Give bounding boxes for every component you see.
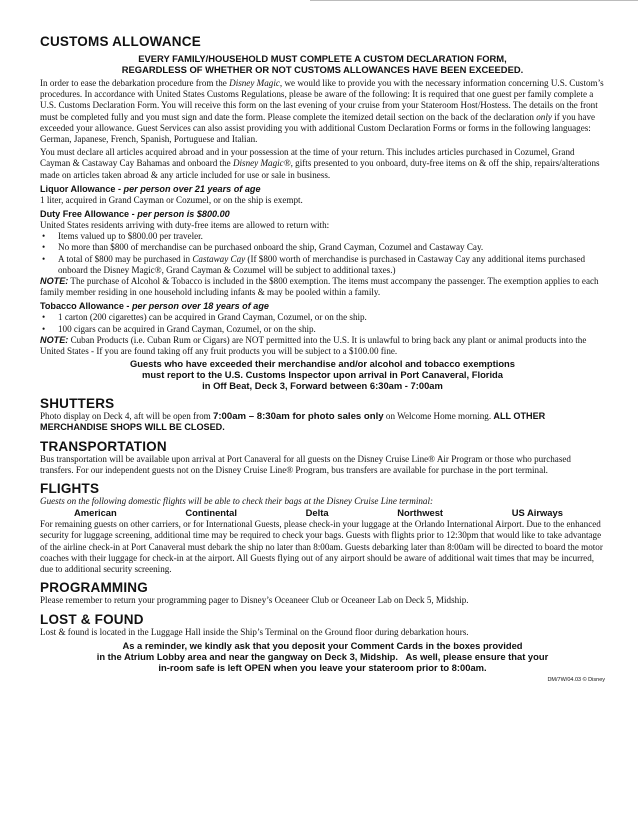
tobacco-note: NOTE: Cuban Products (i.e. Cuban Rum or Cigars) are NOT permitted into the U.S. It is unlawful to bring back any plant or animal products into the United States - If you are found taking off any fruit products you will be subject to a $100.00 fine. <box>40 334 587 357</box>
customs-title: CUSTOMS ALLOWANCE <box>40 34 201 49</box>
list-item: • Items valued up to $800.00 per traveler. <box>40 231 605 242</box>
customs-report-line2: must report to the U.S. Customs Inspector upon arrival in Port Canaveral, Florida <box>141 369 503 381</box>
customs-report-line1: Guests who have exceeded their merchandise and/or alcohol and tobacco exemptions <box>129 358 515 370</box>
reminder-line2: in the Atrium Lobby area and near the gangway on Deck 3, Midship. As well, please ensure that your <box>96 650 549 662</box>
liquor-text: 1 liter, acquired in Grand Cayman or Cozumel, or on the ship is exempt. <box>40 194 303 205</box>
airline-us-airways: US Airways <box>511 507 563 519</box>
flights-intro: Guests on the following domestic flights will be able to check their bags at the Disney Cruise Line terminal: <box>40 496 434 507</box>
transportation-text: Bus transportation will be available upon arrival at Port Canaveral for all guests on the Disney Cruise Line® Air Program or those who purchased transfers. For our independent guests not on the Disney Cruise Line® Program, bus transfers are available for purchase in the port terminal. <box>40 453 571 475</box>
tobacco-heading: Tobacco Allowance - per person over 18 years of age <box>40 301 269 312</box>
airline-continental: Continental <box>185 507 237 519</box>
footer-code: DM/7W/04.03 © Disney <box>547 676 605 683</box>
duty-free-list <box>40 231 605 276</box>
airline-northwest: Northwest <box>397 507 444 519</box>
list-item: • No more than $800 of merchandise can be purchased onboard the ship, Grand Cayman, Cozumel and Castaway Cay. <box>40 242 605 253</box>
list-item: • A total of $800 may be purchased in Castaway Cay (If $800 worth of merchandise is purchased in Castaway Cay any additional items purchased onboard the Disney Magic®, Grand Cayman & Cozumel will be subject to additional taxes.) <box>40 254 605 276</box>
shutters-title: SHUTTERS <box>40 396 115 412</box>
programming-text: Please remember to return your programming pager to Disney’s Oceaneer Club or Oceaneer Lab on Deck 5, Midship. <box>40 595 469 606</box>
lost-found-title: LOST & FOUND <box>40 611 144 627</box>
top-rule <box>310 0 638 1</box>
document-page <box>40 34 605 683</box>
lost-found-text: Lost & found is located in the Luggage Hall inside the Ship’s Terminal on the Ground floor during debarkation hours. <box>40 626 469 637</box>
customs-paragraph-1: In order to ease the debarkation procedure from the Disney Magic, we would like to provide you with the necessary information concerning U.S. Custom’s procedures. In accordance with United States Customs Regulations, please be aware of the following: It is required that one guest per family complete a U.S. Customs Declaration Form. You will receive this form on the last evening of your cruise from your Stateroom Host/Hostess. The details on the front must be completed fully and you must sign and date the form. Please complete the itemized detail section on the back of the declaration only if you have exceeded your allowance. Guest Services can also assist providing you with additional Custom Declaration Forms or forms in the following languages: German, Japanese, French, Spanish, Portuguese and Italian. <box>40 78 604 145</box>
flights-title: FLIGHTS <box>40 481 100 497</box>
list-item: • 100 cigars can be acquired in Grand Cayman, Cozumel, or on the ship. <box>40 324 605 335</box>
airline-american: American <box>74 507 117 519</box>
liquor-heading: Liquor Allowance - per person over 21 years of age <box>40 183 261 194</box>
customs-report-line3: in Off Beat, Deck 3, Forward between 6:30am - 7:00am <box>202 380 443 392</box>
tobacco-list <box>40 312 605 334</box>
flights-text: For remaining guests on other carriers, or for International Guests, please check-in your luggage at the Orlando International Airport. Due to the enhanced security for luggage screening, additional time may be required to check your bags. Guests with flights prior to 12:30pm that would like to take advantage of the airline check-in at Port Canaveral must debark the ship no later than 8:00am. Guests debarking later than 8:00am will be directed to board the motor coaches with their luggage for check-in at the airport. All Guests flying out of any airport should be aware of additional wait times that may be incurred, due to additional security screening. <box>40 519 603 575</box>
customs-banner-line1: EVERY FAMILY/HOUSEHOLD MUST COMPLETE A CUSTOM DECLARATION FORM, <box>138 53 507 64</box>
programming-title: PROGRAMMING <box>40 580 148 596</box>
duty-free-note: NOTE: The purchase of Alcohol & Tobacco is included in the $800 exemption. The items must accompany the passenger. The exemption applies to each family member residing in one household including infants & may be pooled within a family. <box>40 276 599 298</box>
transportation-title: TRANSPORTATION <box>40 438 167 454</box>
duty-free-intro: United States residents arriving with duty-free items are allowed to return with: <box>40 220 330 231</box>
duty-free-heading: Duty Free Allowance - per person is $800.00 <box>40 209 230 220</box>
customs-paragraph-2: You must declare all articles acquired abroad and in your possession at the time of your return. This includes articles purchased in Cozumel, Grand Cayman & Castaway Cay Bahamas and onboard the Disney Magic®, gifts presented to you onboard, duty-free items on & off the ship, repairs/alterations made on articles taken abroad & any article included for use or sale in business. <box>40 147 600 180</box>
airline-list <box>40 507 605 519</box>
reminder-line3: in-room safe is left OPEN when you leave your stateroom prior to 8:00am. <box>158 661 487 673</box>
reminder-line1: As a reminder, we kindly ask that you deposit your Comment Cards in the boxes provided <box>122 639 523 651</box>
shutters-text: Photo display on Deck 4, aft will be open from 7:00am – 8:30am for photo sales only on Welcome Home morning. ALL OTHER MERCHANDISE SHOPS WILL BE CLOSED. <box>40 411 546 433</box>
list-item: • 1 carton (200 cigarettes) can be acquired in Grand Cayman, Cozumel, or on the ship. <box>40 312 605 323</box>
airline-delta: Delta <box>305 507 329 519</box>
customs-banner-line2: REGARDLESS OF WHETHER OR NOT CUSTOMS ALLOWANCES HAVE BEEN EXCEEDED. <box>121 64 524 75</box>
